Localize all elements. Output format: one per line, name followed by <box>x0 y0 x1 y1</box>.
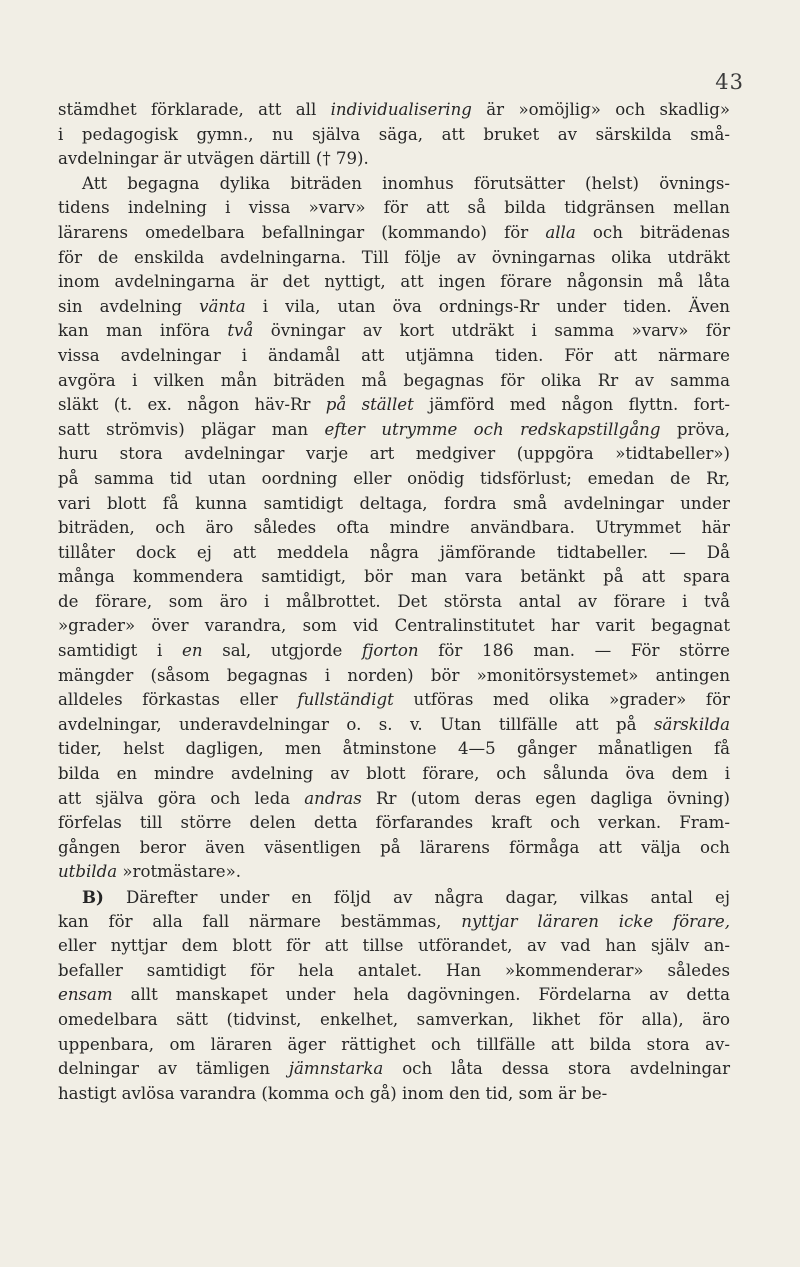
emphasized-text: två <box>227 321 254 341</box>
text-line <box>58 369 730 394</box>
section-marker: B) <box>82 887 104 907</box>
text-segment: är »omöjlig» och skadlig» <box>471 100 730 119</box>
text-line <box>58 319 730 344</box>
text-segment: Att begagna dylika biträden inomhus förutsätter (helst) övnings- <box>82 173 730 193</box>
text-line <box>58 811 730 836</box>
text-line <box>58 713 730 738</box>
text-segment: delningar av tämligen <box>58 1059 289 1079</box>
text-segment: utföras med olika »grader» för <box>393 690 730 710</box>
emphasized-text: en <box>182 641 203 661</box>
text-line <box>58 983 730 1008</box>
text-line <box>58 467 730 492</box>
text-segment: övningar av kort utdräkt i samma »varv» för <box>253 321 730 341</box>
text-line <box>58 246 730 271</box>
text-line <box>58 1057 730 1082</box>
text-segment: huru stora avdelningar varje art medgiver (uppgöra »tidtabeller») <box>58 444 730 464</box>
text-line <box>58 221 730 246</box>
text-segment: mängder (såsom begagnas i norden) bör »monitörsystemet» antingen <box>58 665 730 685</box>
text-line <box>58 910 730 935</box>
emphasized-text: fjorton <box>362 641 419 661</box>
text-line <box>58 934 730 959</box>
text-segment: för de enskilda avdelningarna. Till följe av övningarnas olika utdräkt <box>58 247 730 267</box>
text-segment: Därefter under en följd av några dagar, vilkas antal ej <box>103 888 730 907</box>
text-segment: omedelbara sätt (tidvinst, enkelhet, samverkan, likhet för alla), äro <box>58 1009 730 1029</box>
text-segment: bilda en mindre avdelning av blott förare, och sålunda öva dem i <box>58 764 730 784</box>
text-segment: de förare, som äro i målbrottet. Det största antal av förare i två <box>58 591 730 611</box>
text-segment: vari blott få kunna samtidigt deltaga, fordra små avdelningar under <box>58 493 730 513</box>
text-segment: Rr (utom deras egen dagliga övning) <box>361 788 730 808</box>
emphasized-text: alla <box>545 222 576 242</box>
text-segment: uppenbara, om läraren äger rättighet och tillfälle att bilda stora av- <box>58 1034 730 1054</box>
text-segment: kan man införa <box>58 321 228 341</box>
text-segment: vissa avdelningar i ändamål att utjämna tiden. För att närmare <box>58 345 730 365</box>
text-segment: avdelningar är utvägen därtill († 79). <box>58 149 369 169</box>
text-segment: avgöra i vilken mån biträden må begagnas för olika Rr av samma <box>58 370 730 390</box>
emphasized-text: särskilda <box>653 714 730 734</box>
text-line <box>58 762 730 787</box>
text-line <box>58 688 730 713</box>
text-line <box>58 664 730 689</box>
text-line <box>58 442 730 467</box>
text-line <box>58 98 730 123</box>
emphasized-text: jämnstarka <box>288 1059 384 1079</box>
text-line <box>58 270 730 295</box>
emphasized-text: vänta <box>199 296 246 316</box>
text-segment: sal, utgjorde <box>202 641 363 661</box>
text-segment: lärarens omedelbara befallningar (kommando) för <box>58 222 546 242</box>
text-segment: gången beror även väsentligen på lärarens förmåga att välja och <box>58 837 730 857</box>
text-segment: tidens indelning i vissa »varv» för att så bilda tidgränsen mellan <box>58 198 730 218</box>
text-line <box>58 418 730 443</box>
text-line <box>58 492 730 517</box>
text-segment: stämdhet förklarade, att all <box>58 100 331 119</box>
text-segment: i pedagogisk gymn., nu själva säga, att bruket av särskilda små- <box>58 124 730 144</box>
text-segment: inom avdelningarna är det nyttigt, att ingen förare någonsin må låta <box>58 272 730 292</box>
text-line <box>58 590 730 615</box>
emphasized-text: individualisering <box>330 100 472 119</box>
text-segment: satt strömvis) plägar man <box>58 419 325 439</box>
text-line <box>58 836 730 861</box>
text-line <box>58 147 730 172</box>
text-segment: samtidigt i <box>58 641 183 661</box>
text-segment: sin avdelning <box>58 296 200 316</box>
text-line <box>58 295 730 320</box>
text-segment: jämförd med någon flyttn. fort- <box>413 395 730 415</box>
emphasized-text: ensam <box>58 985 113 1005</box>
text-segment: förfelas till större delen detta förfarandes kraft och verkan. Fram- <box>58 813 730 833</box>
text-line <box>58 737 730 762</box>
text-segment: att själva göra och leda <box>58 788 305 808</box>
text-segment: hastigt avlösa varandra (komma och gå) inom den tid, som är be- <box>58 1083 608 1103</box>
body-text <box>58 98 730 1106</box>
text-line <box>58 516 730 541</box>
text-line <box>58 860 730 885</box>
text-segment: tillåter dock ej att meddela några jämförande tidtabeller. — Då <box>58 542 730 562</box>
text-line <box>58 787 730 812</box>
text-segment: kan för alla fall närmare bestämmas, <box>58 911 462 931</box>
emphasized-text: nyttjar läraren icke förare, <box>461 911 730 931</box>
text-segment: släkt (t. ex. någon häv-Rr <box>58 395 326 415</box>
emphasized-text: efter utrymme och redskapstillgång <box>324 419 661 439</box>
text-segment: »rotmästare». <box>117 862 242 882</box>
text-segment: pröva, <box>660 419 730 439</box>
emphasized-text: fullständigt <box>297 690 394 710</box>
text-segment: många kommendera samtidigt, bör man vara betänkt på att spara <box>58 567 730 587</box>
emphasized-text: andras <box>304 788 362 808</box>
text-line <box>58 885 730 910</box>
text-line <box>58 639 730 664</box>
text-line <box>58 959 730 984</box>
emphasized-text: utbilda <box>58 862 118 882</box>
text-segment: eller nyttjar dem blott för att tillse utförandet, av vad han själv an- <box>58 936 730 956</box>
text-segment: tider, helst dagligen, men åtminstone 4—5 gånger månatligen få <box>58 739 730 759</box>
text-segment: på samma tid utan oordning eller onödig tidsförlust; emedan de Rr, <box>58 468 730 488</box>
text-segment: »grader» över varandra, som vid Centralinstitutet har varit begagnat <box>58 616 730 636</box>
text-segment: för 186 man. — För större <box>418 641 730 661</box>
text-line <box>58 1033 730 1058</box>
text-segment: i vila, utan öva ordnings-Rr under tiden. Även <box>245 296 730 316</box>
text-segment: biträden, och äro således ofta mindre användbara. Utrymmet här <box>58 518 730 538</box>
text-segment: allt manskapet under hela dagövningen. Fördelarna av detta <box>112 985 730 1005</box>
text-segment: och låta dessa stora avdelningar <box>383 1059 731 1079</box>
text-line <box>58 172 730 197</box>
text-segment: avdelningar, underavdelningar o. s. v. Utan tillfälle att på <box>58 714 654 734</box>
text-line <box>58 565 730 590</box>
text-line <box>58 614 730 639</box>
text-line <box>58 344 730 369</box>
text-line <box>58 1008 730 1033</box>
text-line <box>58 1082 730 1107</box>
text-line <box>58 393 730 418</box>
text-segment: alldeles förkastas eller <box>58 690 298 710</box>
page-number: 43 <box>715 70 744 94</box>
text-line <box>58 196 730 221</box>
text-line <box>58 123 730 148</box>
text-line <box>58 541 730 566</box>
emphasized-text: på stället <box>325 395 414 415</box>
text-segment: och biträdenas <box>575 222 730 242</box>
text-segment: befaller samtidigt för hela antalet. Han »kommenderar» således <box>58 960 730 980</box>
